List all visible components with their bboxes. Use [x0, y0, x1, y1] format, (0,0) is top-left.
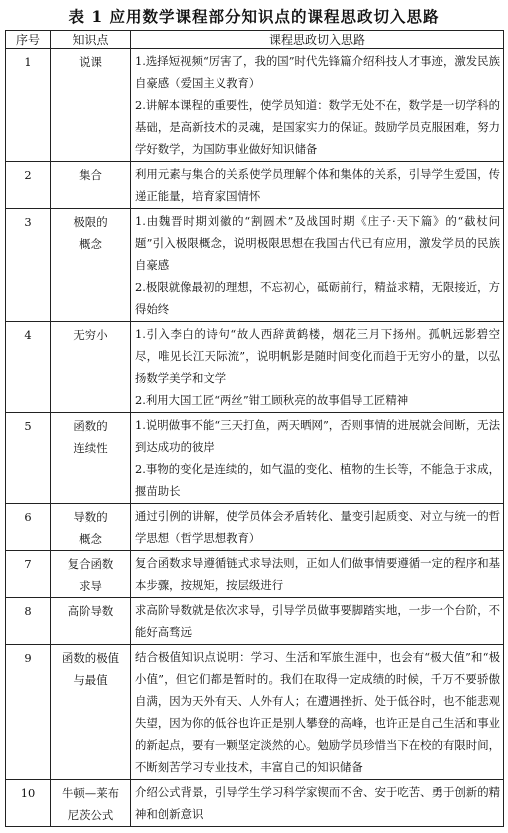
approach-paragraph: 介绍公式背景，引导学生学习科学家锲而不舍、安于吃苦、勇于创新的精神和创新意识 [135, 785, 500, 821]
table-row [6, 504, 504, 551]
approach-paragraph: 2.极限就像最初的理想，不忘初心，砥砺前行，精益求精，无限接近，方得始终 [135, 280, 500, 316]
row-index: 4 [6, 322, 51, 413]
table-row [6, 49, 504, 162]
knowledge-point-line: 导数的 [73, 510, 108, 524]
approach-paragraph: 1.由魏晋时期刘徽的“割圆术”及战国时期《庄子·天下篇》的“截杖问题”引入极限概念，说明极限思想在我国古代已有应用，激发学员的民族自豪感 [135, 214, 500, 272]
knowledge-point [51, 551, 131, 598]
knowledge-point [51, 322, 131, 413]
approach-paragraph: 1.选择短视频“厉害了，我的国”时代先锋篇介绍科技人才事迹，激发民族自豪感（爱国主义教育） [135, 54, 500, 90]
row-index: 2 [6, 162, 51, 209]
knowledge-point [51, 598, 131, 645]
approach-paragraph: 2.利用大国工匠“两丝”钳工顾秋亮的故事倡导工匠精神 [135, 393, 409, 407]
table-row [6, 162, 504, 209]
approach-cell [131, 413, 504, 504]
knowledge-point-line: 高阶导数 [67, 604, 114, 618]
approach-cell [131, 49, 504, 162]
knowledge-point [51, 780, 131, 827]
approach-paragraph: 2.讲解本课程的重要性，使学员知道：数学无处不在，数学是一切学科的基础，是高新技术的灵魂，是国家实力的保证。鼓励学员克服困难，努力学好数学，为国防事业做好知识储备 [135, 98, 500, 156]
knowledge-point [51, 504, 131, 551]
knowledge-point-line: 集合 [79, 168, 102, 182]
knowledge-point-line: 复合函数 [67, 557, 114, 571]
header-approach: 课程思政切入思路 [131, 31, 504, 49]
row-index: 5 [6, 413, 51, 504]
approach-paragraph: 利用元素与集合的关系使学员理解个体和集体的关系，引导学生爱国，传递正能量，培育家国情怀 [135, 167, 500, 203]
approach-paragraph: 1.引入李白的诗句“故人西辞黄鹤楼，烟花三月下扬州。孤帆远影碧空尽，唯见长江天际流”，说明帆影是随时间变化而趋于无穷小的量，以弘扬数学美学和文学 [135, 327, 500, 385]
approach-cell [131, 162, 504, 209]
knowledge-point-line: 概念 [79, 237, 102, 251]
approach-paragraph: 结合极值知识点说明：学习、生活和军旅生涯中，也会有“极大值”和“极小值”，但它们都是暂时的。我们在取得一定成绩的时候，千万不要骄傲自满，因为天外有天、人外有人；在遭遇挫折、处于低谷时，也不能悲观失望，因为你的低谷也许正是别人攀登的高峰，也许正是自己生活和事业的新起点，要有一颗坚定淡然的心。勉励学员珍惜当下在校的有限时间，不断刻苦学习专业技术，丰富自己的知识储备 [135, 650, 500, 774]
knowledge-point-line: 极限的 [73, 215, 108, 229]
knowledge-point-line: 尼茨公式 [67, 808, 114, 822]
knowledge-point-line: 函数的极值 [62, 651, 119, 665]
knowledge-points-table [5, 30, 504, 827]
knowledge-point [51, 49, 131, 162]
table-row [6, 413, 504, 504]
knowledge-point-line: 概念 [79, 532, 102, 546]
table-caption: 表 1 应用数学课程部分知识点的课程思政切入思路 [68, 7, 440, 26]
row-index: 8 [6, 598, 51, 645]
knowledge-point-line: 与最值 [73, 673, 108, 687]
knowledge-point [51, 162, 131, 209]
table-row [6, 209, 504, 322]
table-row [6, 598, 504, 645]
approach-paragraph: 求高阶导数就是依次求导，引导学员做事要脚踏实地，一步一个台阶，不能好高骛远 [135, 603, 500, 639]
table-row [6, 322, 504, 413]
row-index: 10 [6, 780, 51, 827]
approach-cell [131, 551, 504, 598]
approach-cell [131, 504, 504, 551]
knowledge-point [51, 413, 131, 504]
table-row [6, 551, 504, 598]
row-index: 9 [6, 645, 51, 780]
approach-paragraph: 通过引例的讲解，使学员体会矛盾转化、量变引起质变、对立与统一的哲学思想（哲学思想教育） [135, 509, 500, 545]
knowledge-point-line: 说课 [79, 55, 102, 69]
knowledge-point-line: 无穷小 [73, 328, 108, 342]
row-index: 1 [6, 49, 51, 162]
header-index: 序号 [6, 31, 51, 49]
row-index: 7 [6, 551, 51, 598]
table-row [6, 645, 504, 780]
approach-paragraph: 复合函数求导遵循链式求导法则，正如人们做事情要遵循一定的程序和基本步骤，按规矩，按层级进行 [135, 556, 500, 592]
approach-cell [131, 209, 504, 322]
knowledge-point-line: 求导 [79, 579, 102, 593]
approach-paragraph: 1.说明做事不能“三天打鱼，两天晒网”，否则事情的进展就会间断，无法到达成功的彼岸 [135, 418, 500, 454]
knowledge-point [51, 645, 131, 780]
table-row [6, 780, 504, 827]
approach-cell [131, 645, 504, 780]
header-knowledge-point: 知识点 [51, 31, 131, 49]
approach-cell [131, 780, 504, 827]
row-index: 3 [6, 209, 51, 322]
table-header-row [6, 31, 504, 49]
knowledge-point-line: 牛顿—莱布 [62, 786, 119, 800]
approach-paragraph: 2.事物的变化是连续的，如气温的变化、植物的生长等，不能急于求成，揠苗助长 [135, 462, 500, 498]
knowledge-point-line: 函数的 [73, 419, 108, 433]
knowledge-point [51, 209, 131, 322]
knowledge-point-line: 连续性 [73, 441, 108, 455]
row-index: 6 [6, 504, 51, 551]
approach-cell [131, 598, 504, 645]
approach-cell [131, 322, 504, 413]
